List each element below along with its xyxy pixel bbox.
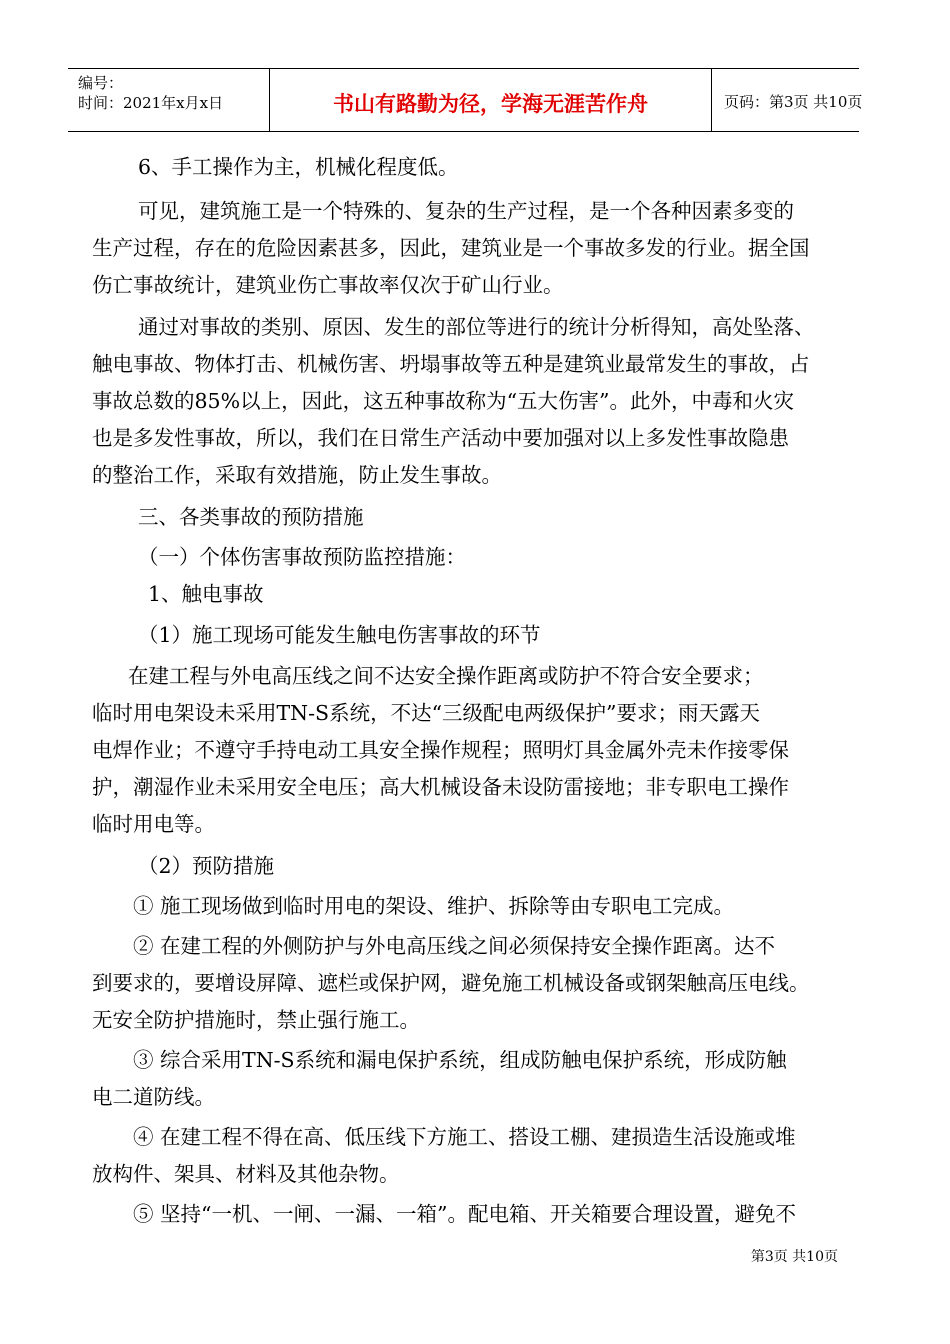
text-line: 护，潮湿作业未采用安全电压；高大机械设备未设防雷接地；非专职电工操作 bbox=[92, 775, 789, 799]
section-heading: 三、各类事故的预防措施 bbox=[138, 505, 364, 529]
text-line: 放构件、架具、材料及其他杂物。 bbox=[92, 1162, 400, 1186]
header-motto-cell bbox=[270, 69, 712, 131]
text-line: 临时用电等。 bbox=[92, 812, 215, 836]
text-line: 可见，建筑施工是一个特殊的、复杂的生产过程，是一个各种因素多变的 bbox=[138, 199, 794, 223]
text-line: 无安全防护措施时，禁止强行施工。 bbox=[92, 1008, 420, 1032]
document-number-label: 编号： bbox=[78, 74, 124, 92]
item-subheading: （2）预防措施 bbox=[138, 854, 275, 878]
text-line: 生产过程，存在的危险因素甚多，因此，建筑业是一个事故多发的行业。据全国 bbox=[92, 236, 810, 260]
text-line: 电焊作业；不遵守手持电动工具安全操作规程；照明灯具金属外壳未作接零保 bbox=[92, 738, 789, 762]
header-page-cell bbox=[712, 69, 863, 131]
header-page-info: 页码：第3页 共10页 bbox=[724, 93, 863, 111]
subsection-heading: （一）个体伤害事故预防监控措施： bbox=[138, 545, 466, 569]
item-heading: 1、触电事故 bbox=[148, 582, 264, 606]
text-line: ⑤ 坚持“一机、一闸、一漏、一箱”。配电箱、开关箱要合理设置，避免不 bbox=[133, 1202, 796, 1226]
text-line: ③ 综合采用TN-S系统和漏电保护系统，组成防触电保护系统，形成防触 bbox=[133, 1048, 787, 1072]
text-line: ④ 在建工程不得在高、低压线下方施工、搭设工棚、建损造生活设施或堆 bbox=[133, 1125, 796, 1149]
text-line: ① 施工现场做到临时用电的架设、维护、拆除等由专职电工完成。 bbox=[133, 894, 735, 918]
header-meta-cell bbox=[68, 69, 270, 131]
text-line: 在建工程与外电高压线之间不达安全操作距离或防护不符合安全要求； bbox=[128, 664, 764, 688]
text-line: 通过对事故的类别、原因、发生的部位等进行的统计分析得知，高处坠落、 bbox=[138, 315, 815, 339]
document-time-label: 时间：2021年x月x日 bbox=[78, 94, 224, 112]
header-motto: 书山有路勤为径，学海无涯苦作舟 bbox=[333, 91, 648, 116]
text-line: 临时用电架设未采用TN-S系统，不达“三级配电两级保护”要求；雨天露天 bbox=[92, 701, 761, 725]
page-header bbox=[68, 68, 863, 132]
text-line: ② 在建工程的外侧防护与外电高压线之间必须保持安全操作距离。达不 bbox=[133, 934, 776, 958]
text-line: 事故总数的85%以上，因此，这五种事故称为“五大伤害”。此外，中毒和火灾 bbox=[92, 389, 795, 413]
text-line: 到要求的，要增设屏障、遮栏或保护网，避免施工机械设备或钢架触高压电线。 bbox=[92, 971, 810, 995]
text-line: 也是多发性事故，所以，我们在日常生产活动中要加强对以上多发性事故隐患 bbox=[92, 426, 789, 450]
text-line: 触电事故、物体打击、机械伤害、坍塌事故等五种是建筑业最常发生的事故，占 bbox=[92, 352, 810, 376]
item-subheading: （1）施工现场可能发生触电伤害事故的环节 bbox=[138, 623, 541, 647]
text-line: 电二道防线。 bbox=[92, 1085, 215, 1109]
text-line: 伤亡事故统计，建筑业伤亡事故率仅次于矿山行业。 bbox=[92, 273, 564, 297]
text-line: 6、手工操作为主，机械化程度低。 bbox=[138, 155, 459, 179]
page-footer-number: 第3页 共10页 bbox=[750, 1249, 838, 1265]
text-line: 的整治工作，采取有效措施，防止发生事故。 bbox=[92, 463, 502, 487]
